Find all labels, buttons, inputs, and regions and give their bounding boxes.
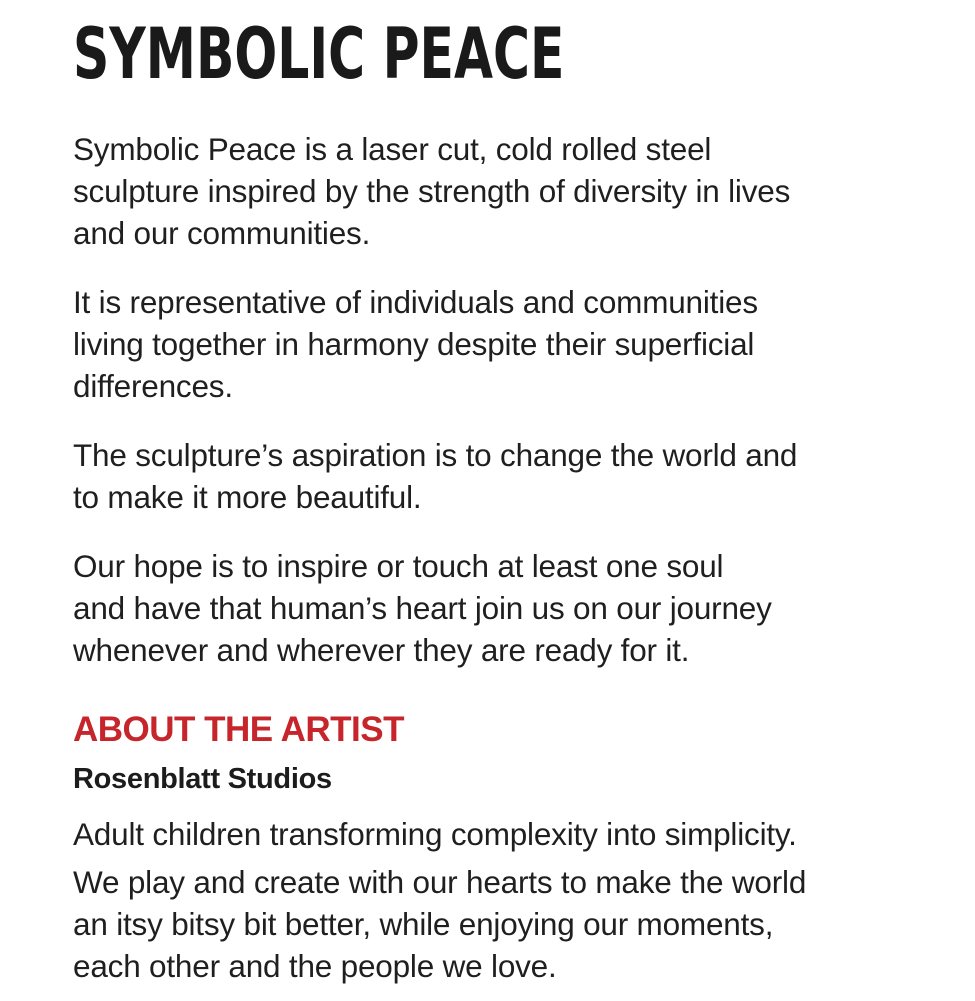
- artist-tagline: [73, 813, 797, 855]
- paragraph-line: an itsy bitsy bit better, while enjoying our moments,: [73, 906, 774, 942]
- paragraph-line: to make it more beautiful.: [73, 479, 422, 515]
- tagline-line: Adult children transforming complexity into simplicity.: [73, 816, 797, 852]
- description-paragraph-1: [73, 128, 790, 254]
- paragraph-line: and have that human’s heart join us on our journey: [73, 590, 772, 626]
- paragraph-line: Our hope is to inspire or touch at least one soul: [73, 548, 724, 584]
- artist-description: [73, 861, 806, 987]
- description-paragraph-3: [73, 434, 797, 518]
- description-paragraph-2: [73, 281, 758, 407]
- paragraph-line: living together in harmony despite their superficial: [73, 326, 755, 362]
- paragraph-line: each other and the people we love.: [73, 948, 557, 984]
- artist-name: Rosenblatt Studios: [73, 763, 332, 795]
- paragraph-line: The sculpture’s aspiration is to change the world and: [73, 437, 798, 473]
- paragraph-line: whenever and wherever they are ready for it.: [73, 632, 690, 668]
- paragraph-line: and our communities.: [73, 215, 371, 251]
- description-paragraph-4: [73, 545, 772, 671]
- about-artist-heading: ABOUT THE ARTIST: [73, 710, 404, 749]
- paragraph-line: sculpture inspired by the strength of diversity in lives: [73, 173, 791, 209]
- paragraph-line: differences.: [73, 368, 233, 404]
- paragraph-line: We play and create with our hearts to make the world: [73, 864, 807, 900]
- page-title: SYMBOLIC PEACE: [73, 13, 565, 95]
- paragraph-line: Symbolic Peace is a laser cut, cold rolled steel: [73, 131, 712, 167]
- paragraph-line: It is representative of individuals and communities: [73, 284, 758, 320]
